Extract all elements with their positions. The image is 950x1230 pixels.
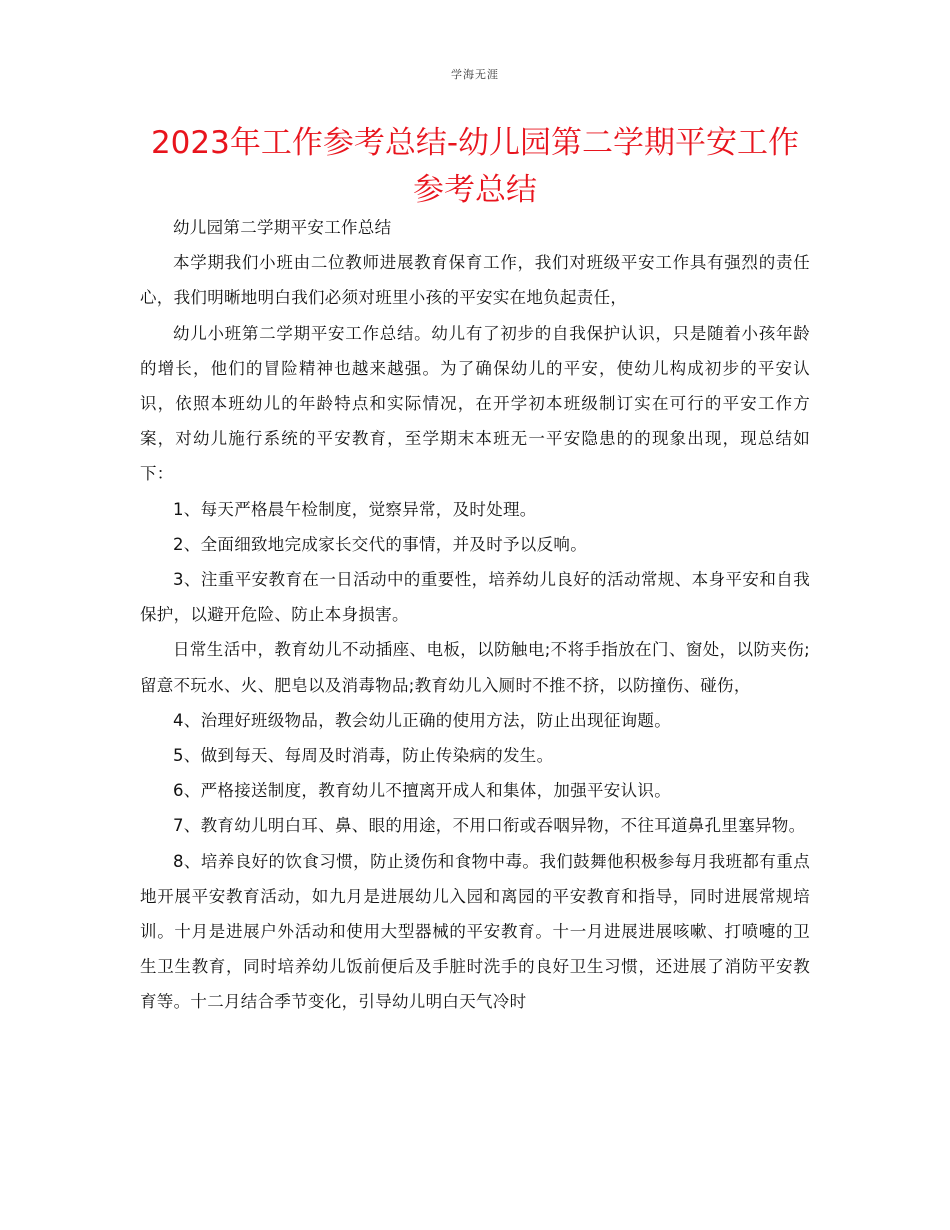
paragraph-item-8: 8、培养良好的饮食习惯，防止烫伤和食物中毒。我们鼓舞他积极参每月我班都有重点地开展平安教育活动，如九月是进展幼儿入园和离园的平安教育和指导，同时进展常规培训。十月是进展户外活动和使用大型器械的平安教育。十一月进展进展咳嗽、打喷嚏的卫生卫生教育，同时培养幼儿饭前便后及手脏时洗手的良好卫生习惯，还进展了消防平安教育等。十二月结合季节变化，引导幼儿明白天气冷时 xyxy=(140,851,810,1012)
paragraph-item-6: 6、严格接送制度，教育幼儿不擅离开成人和集体，加强平安认识。 xyxy=(173,781,671,801)
document-title: 2023年工作参考总结-幼儿园第二学期平安工作参考总结 xyxy=(150,125,800,208)
paragraph-item-5: 5、做到每天、每周及时消毒，防止传染病的发生。 xyxy=(173,746,554,766)
paragraph-subtitle: 幼儿园第二学期平安工作总结 xyxy=(173,218,392,237)
header-watermark-text: 学海无涯 xyxy=(451,68,499,81)
paragraph-item-4: 4、治理好班级物品，教会幼儿正确的使用方法，防止出现征询题。 xyxy=(173,710,671,730)
paragraph-item-7: 7、教育幼儿明白耳、鼻、眼的用途，不用口衔或吞咽异物，不往耳道鼻孔里塞异物。 xyxy=(173,816,806,836)
paragraph-item-3: 3、注重平安教育在一日活动中的重要性，培养幼儿良好的活动常规、本身平安和自我保护，以避开危险、防止本身损害。 xyxy=(140,570,810,625)
paragraph-intro: 本学期我们小班由二位教师进展教育保育工作，我们对班级平安工作具有强烈的责任心，我们明晰地明白我们必须对班里小孩的平安实在地负起责任， xyxy=(140,253,810,308)
paragraph-item-2: 2、全面细致地完成家长交代的事情，并及时予以反响。 xyxy=(173,534,587,554)
document-body xyxy=(140,210,810,1020)
paragraph-daily-life: 日常生活中，教育幼儿不动插座、电板，以防触电;不将手指放在门、窗处，以防夹伤;留意不玩水、火、肥皂以及消毒物品;教育幼儿入厕时不推不挤，以防撞伤、碰伤， xyxy=(140,640,810,695)
paragraph-item-1: 1、每天严格晨午检制度，觉察异常，及时处理。 xyxy=(173,499,537,519)
paragraph-summary: 幼儿小班第二学期平安工作总结。幼儿有了初步的自我保护认识，只是随着小孩年龄的增长，他们的冒险精神也越来越强。为了确保幼儿的平安，使幼儿构成初步的平安认识，依照本班幼儿的年龄特点和实际情况，在开学初本班级制订实在可行的平安工作方案，对幼儿施行系统的平安教育，至学期末本班无一平安隐患的的现象出现，现总结如下： xyxy=(140,323,810,484)
